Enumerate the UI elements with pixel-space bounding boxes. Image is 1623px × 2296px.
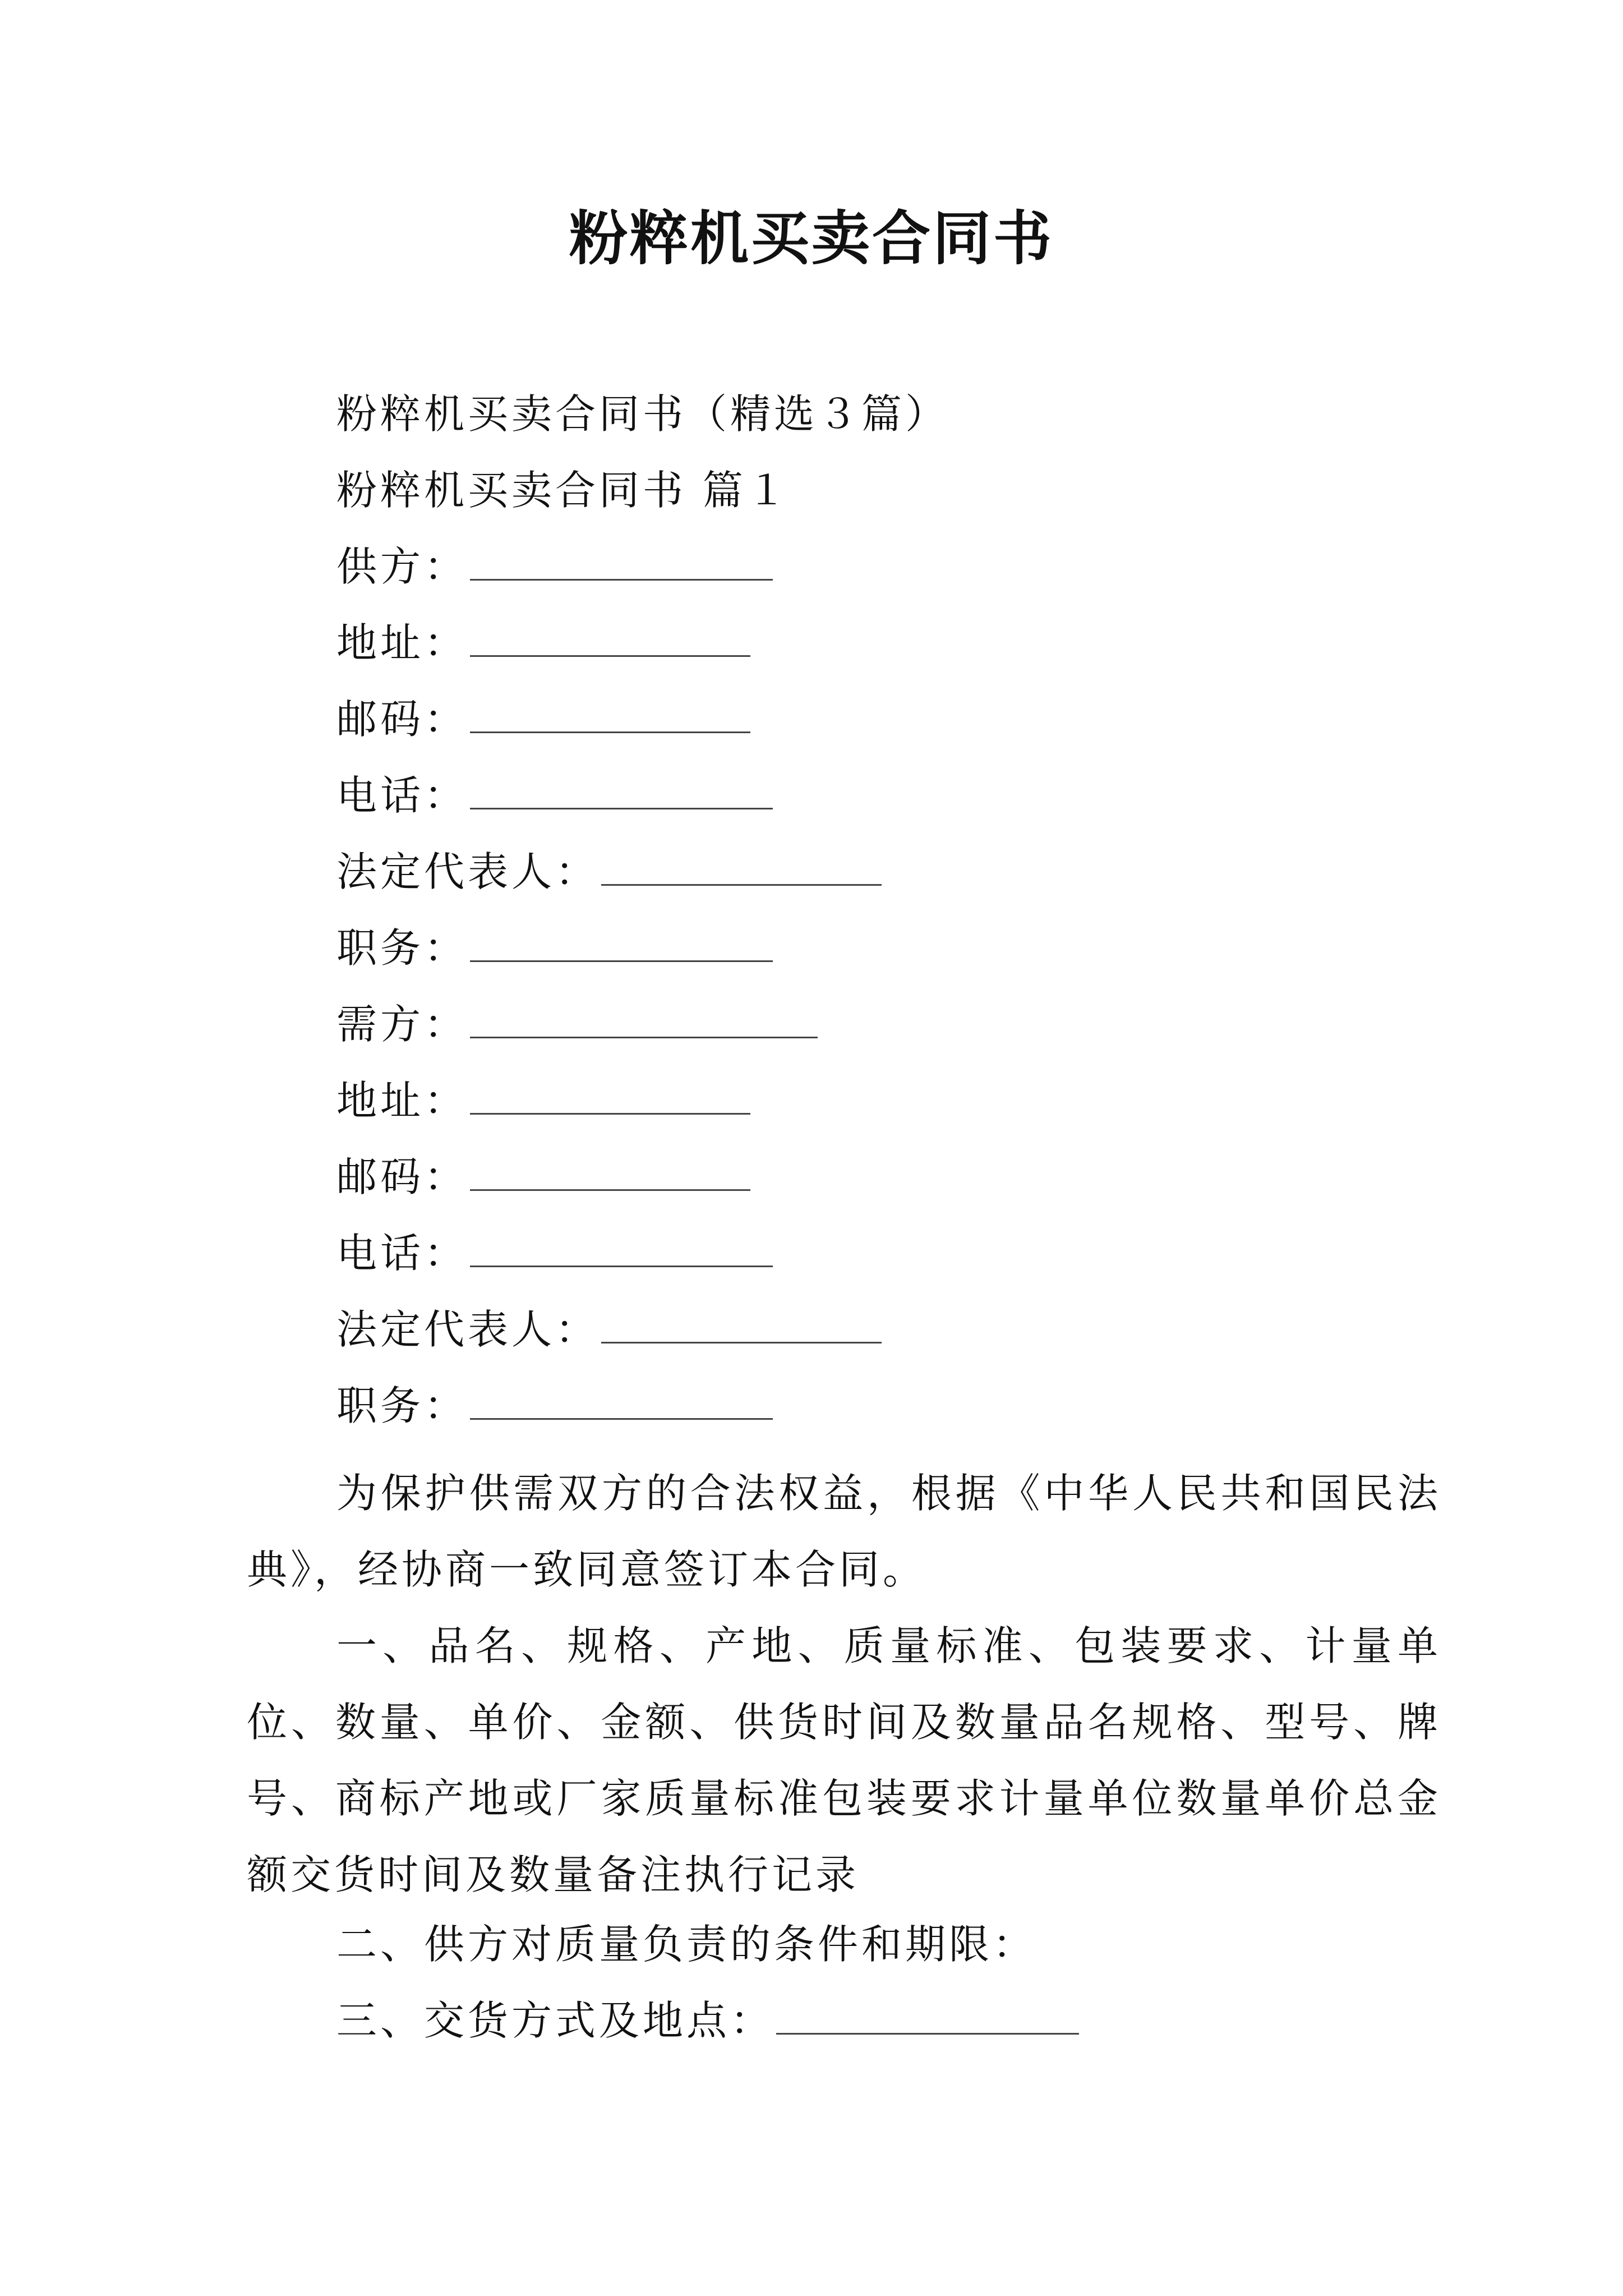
buyer-name-blank[interactable]: [470, 1002, 818, 1038]
buyer-position-label: 职务：: [336, 1382, 468, 1429]
supplier-phone-label: 电话：: [336, 772, 468, 819]
supplier-name-label: 供方：: [336, 543, 468, 590]
supplier-postcode-label: 邮码：: [336, 696, 468, 743]
supplier-phone-row: [336, 769, 773, 822]
buyer-address-label: 地址：: [336, 1077, 468, 1124]
buyer-postcode-blank[interactable]: [470, 1154, 750, 1191]
buyer-address-blank[interactable]: [470, 1078, 750, 1115]
document-title: 粉粹机买卖合同书: [569, 204, 1054, 273]
buyer-postcode-label: 邮码：: [336, 1153, 468, 1200]
supplier-postcode-blank[interactable]: [470, 697, 750, 733]
clause-2-line: 二、供方对质量负责的条件和期限：: [336, 1921, 1037, 1968]
buyer-phone-label: 电话：: [336, 1230, 468, 1277]
supplier-legal-rep-row: [336, 845, 882, 899]
buyer-legal-rep-row: [336, 1303, 882, 1356]
buyer-legal-rep-label: 法定代表人：: [336, 1306, 600, 1353]
supplier-address-blank[interactable]: [470, 620, 750, 657]
buyer-legal-rep-blank[interactable]: [601, 1307, 882, 1343]
supplier-postcode-row: [336, 692, 750, 746]
clause-3-blank[interactable]: [776, 1998, 1079, 2035]
buyer-phone-row: [336, 1226, 773, 1280]
supplier-name-blank[interactable]: [470, 544, 773, 581]
supplier-phone-blank[interactable]: [470, 773, 773, 809]
buyer-name-row: [336, 997, 818, 1051]
supplier-position-row: [336, 921, 773, 975]
buyer-name-label: 需方：: [336, 1001, 468, 1048]
buyer-postcode-row: [336, 1150, 750, 1204]
supplier-position-label: 职务：: [336, 924, 468, 972]
buyer-position-blank[interactable]: [470, 1383, 773, 1420]
clause-1-paragraph: 一、品名、规格、产地、质量标准、包装要求、计量单位、数量、单价、金额、供货时间及数量品名规格、型号、牌号、商标产地或厂家质量标准包装要求计量单位数量单价总金额交货时间及数量备注执行记录: [247, 1622, 1441, 1898]
section-heading: 粉粹机买卖合同书 篇１: [336, 467, 790, 514]
supplier-address-row: [336, 616, 750, 670]
clause-3-label: 三、交货方式及地点：: [336, 1997, 774, 2044]
intro-paragraph: 为保护供需双方的合法权益，根据《中华人民共和国民法典》，经协商一致同意签订本合同。: [247, 1470, 1441, 1593]
document-subtitle: 粉粹机买卖合同书（精选３篇）: [336, 390, 949, 438]
clause-3-row: [336, 1994, 1079, 2047]
supplier-name-row: [336, 540, 773, 593]
buyer-position-row: [336, 1379, 773, 1433]
supplier-legal-rep-label: 法定代表人：: [336, 848, 600, 895]
supplier-address-label: 地址：: [336, 619, 468, 666]
supplier-legal-rep-blank[interactable]: [601, 849, 882, 886]
supplier-position-blank[interactable]: [470, 926, 773, 962]
buyer-phone-blank[interactable]: [470, 1231, 773, 1267]
buyer-address-row: [336, 1074, 750, 1128]
